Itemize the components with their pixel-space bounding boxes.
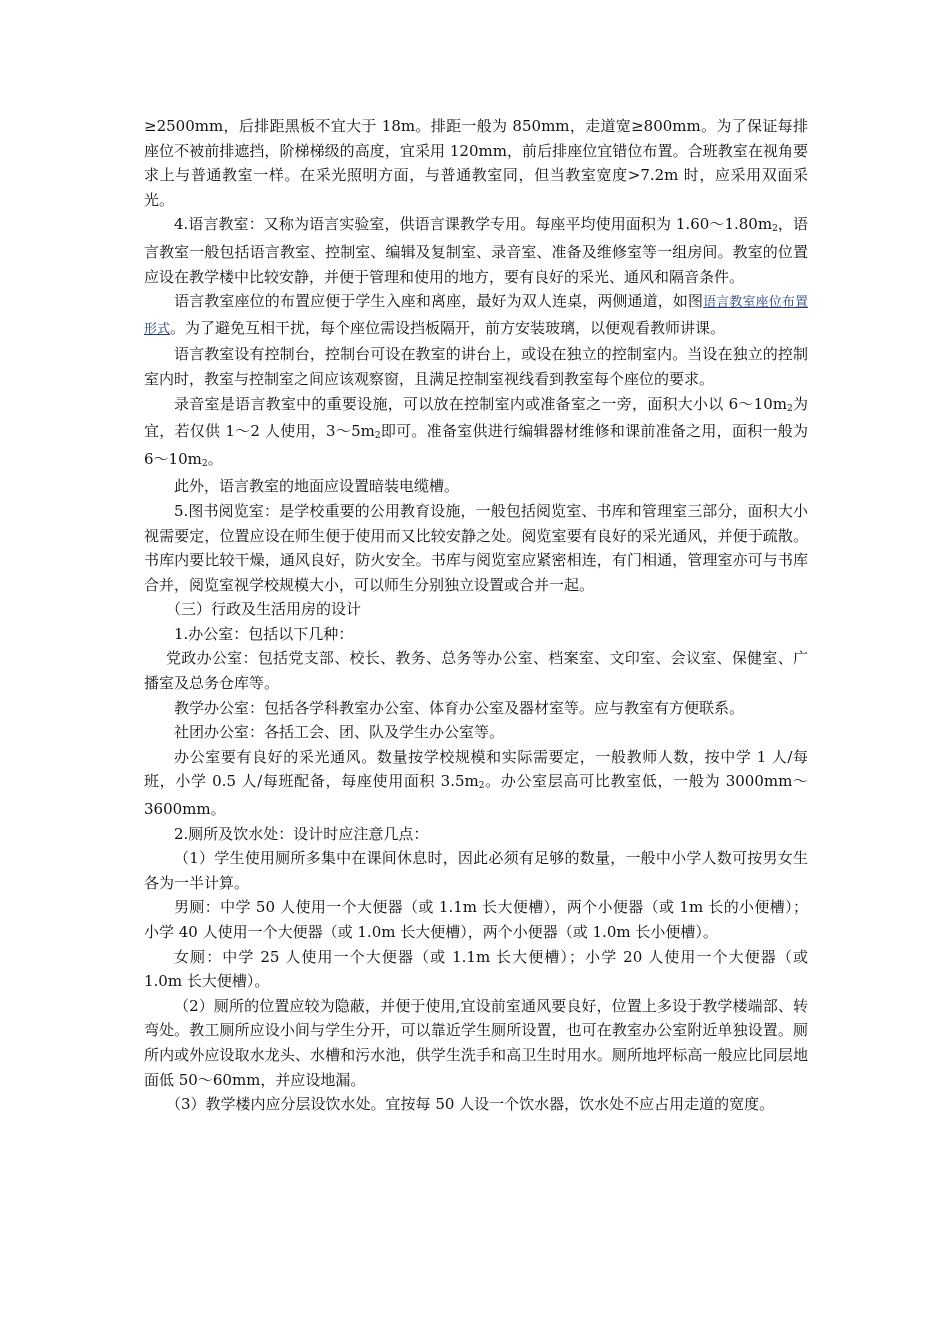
text-run: 4.语言教室：又称为语言实验室，供语言课教学专用。每座平均使用面积为 1.60～1.80m	[174, 215, 773, 234]
paragraph-female-toilet: 女厕：中学 25 人使用一个大便器（或 1.1m 长大便槽）；小学 20 人使用一个大便器（或 1.0m 长大便槽）。	[144, 947, 808, 991]
paragraph-lecture-hall: ≥2500mm，后排距黑板不宜大于 18m。排距一般为 850mm，走道宽≥800mm。为了保证每排座位不被前排遮挡，阶梯梯级的高度，宜采用 120mm，前后排座位宜错位布置。合班教室在视角要求上与普通教室一样。在采光照明方面，与普通教室同，但当教室宽度>7.2m 时，应采用双面采光。	[144, 117, 808, 209]
text-run: 办公室要有良好的采光通风。数量按学校规模和实际需要定，一般教师人数，按中学 1 人/每班，小学 0.5 人/每班配备，每座使用面积 3.5m	[144, 747, 808, 791]
paragraph-seat-layout	[144, 289, 808, 342]
paragraph-cable-trench: 此外，语言教室的地面应设置暗装电缆槽。	[174, 477, 460, 496]
superscript: 2	[201, 458, 208, 469]
text-run: 为宜，若仅供 1～2 人使用，3～5m	[144, 394, 808, 441]
text-run: 。为了避免互相干扰，每个座位需设挡板隔开，前方安装玻璃，以便观看教师讲课。	[170, 318, 726, 337]
superscript: 2	[374, 431, 381, 442]
paragraph-toilet-quantity: （1）学生使用厕所多集中在课间休息时，因此必须有足够的数量，一般中小学人数可按男女生各为一半计算。	[144, 849, 808, 892]
paragraph-party-office: 党政办公室：包括党支部、校长、教务、总务等办公室、档案室、文印室、会议室、保健室、广播室及总务仓库等。	[144, 649, 808, 693]
superscript: 2	[786, 403, 793, 414]
text-run: 。办公室层高可比教室低，一般为 3000mm～3600mm。	[144, 772, 808, 819]
section-heading: （三）行政及生活用房的设计	[166, 600, 362, 619]
paragraph-office-requirements	[144, 745, 808, 822]
text-run: 即可。准备室供进行编辑器材维修和课前准备之用，面积一般为 6～10m	[144, 422, 808, 468]
paragraph-society-office: 社团办公室：各括工会、团、队及学生办公室等。	[174, 723, 505, 742]
text-run: 语言教室座位的布置应便于学生入座和离座，最好为双人连桌，两侧通道，如图	[174, 292, 704, 311]
paragraph-toilet-heading: 2.厕所及饮水处：设计时应注意几点：	[174, 824, 429, 843]
text-run: 。	[207, 449, 223, 468]
paragraph-office-heading: 1.办公室：包括以下几种：	[174, 624, 354, 643]
superscript: 2	[772, 224, 778, 235]
paragraph-recording-room	[144, 392, 808, 475]
paragraph-language-classroom	[144, 212, 808, 289]
paragraph-library: 5.图书阅览室：是学校重要的公用教育设施，一般包括阅览室、书库和管理室三部分，面积大小视需要定，位置应设在师生便于使用而又比较安静之处。阅览室要有良好的采光通风，并便于疏散。书库内要比较干燥，通风良好，防火安全。书库与阅览室应紧密相连，有门相通，管理室亦可与书库合并，阅览室视学校规模大小，可以师生分别独立设置或合并一起。	[144, 501, 808, 594]
figure-link[interactable]: 语言教室座位布置形式	[144, 295, 808, 337]
paragraph-teaching-office: 教学办公室：包括各学科教室办公室、体育办公室及器材室等。应与教室有方便联系。	[174, 698, 745, 717]
text-run: ，语言教室一般包括语言教室、控制室、编辑及复制室、录音室、准备及维修室等一组房间。教室的位置应设在教学楼中比较安静，并便于管理和使用的地方，要有良好的采光、通风和隔音条件。	[144, 215, 808, 286]
paragraph-control-console: 语言教室设有控制台，控制台可设在教室的讲台上，或设在独立的控制室内。当设在独立的控制室内时，教室与控制室之间应该观察窗，且满足控制室视线看到教室每个座位的要求。	[144, 345, 808, 388]
paragraph-male-toilet: 男厕：中学 50 人使用一个大便器（或 1.1m 长大便槽），两个小便器（或 1m 长的小便槽）；小学 40 人使用一个大便器（或 1.0m 长大便槽），两个小便器（或 1.0m 长小便槽）。	[144, 898, 808, 941]
text-run: 录音室是语言教室中的重要设施，可以放在控制室内或准备室之一旁，面积大小以 6～10m	[174, 394, 787, 413]
paragraph-toilet-location: （2）厕所的位置应较为隐蔽，并便于使用,宜设前室通风要良好，位置上多设于教学楼端部、转弯处。教工厕所应设小间与学生分开，可以靠近学生厕所设置，也可在教室办公室附近单独设置。厕所内或外应设取水龙头、水槽和污水池，供学生洗手和高卫生时用水。厕所地坪标高一般应比同层地面低 50～60mm，并应设地漏。	[144, 996, 808, 1089]
document-page	[144, 114, 808, 1117]
superscript: 2	[478, 781, 485, 792]
paragraph-drinking-water: （3）教学楼内应分层设饮水处。宜按每 50 人设一个饮水器，饮水处不应占用走道的宽度。	[166, 1095, 775, 1114]
